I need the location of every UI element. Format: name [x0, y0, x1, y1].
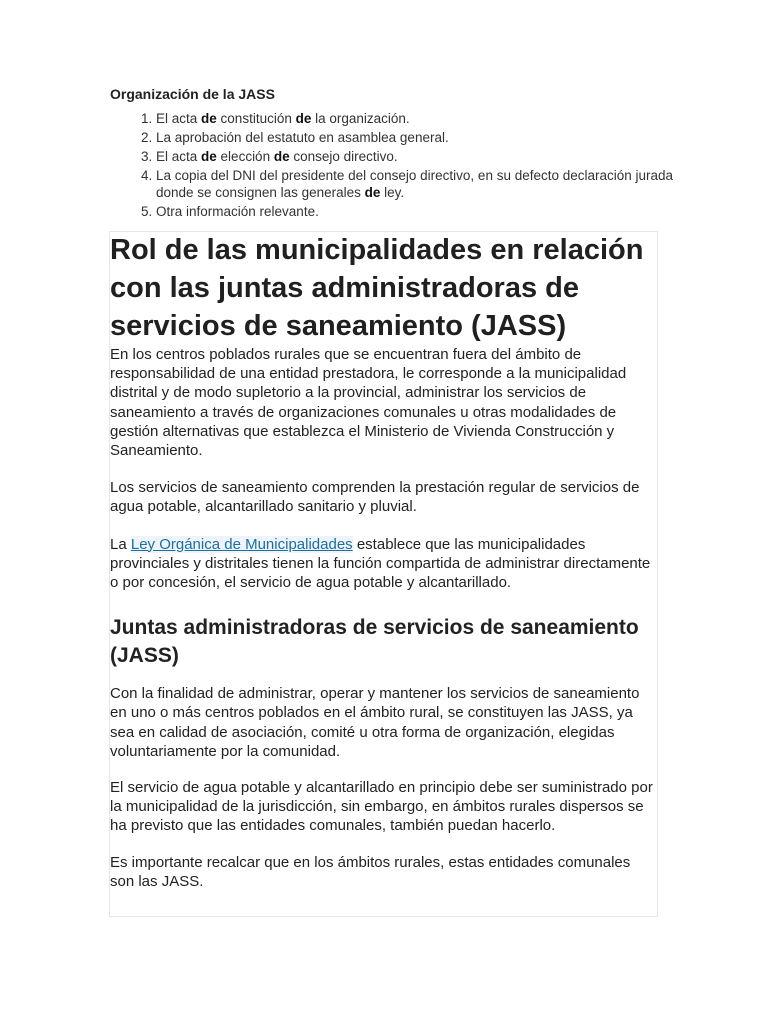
paragraph-2: Los servicios de saneamiento comprenden la prestación regular de servicios de agua potable, alcantarillado sanitario y pluvial. [110, 479, 640, 516]
article-heading: Rol de las municipalidades en relación con las juntas administradoras de servicios de saneamiento (JASS) [110, 234, 644, 342]
requirement-item-5: 5. Otra información relevante. [156, 203, 676, 220]
paragraph-4: Con la finalidad de administrar, operar y mantener los servicios de saneamiento en uno o más centros poblados en el ámbito rural, se constituyen las JASS, ya sea en calidad de asociación, comité u otra forma de organización, elegidas voluntariamente por la comunidad. [110, 685, 640, 760]
requirements-list [110, 110, 676, 222]
requirement-item-3: 3. El acta de elección de consejo directivo. [156, 148, 676, 165]
requirement-item-4: 4. La copia del DNI del presidente del consejo directivo, en su defecto declaración jurada donde se consignen las generales de ley. [156, 167, 676, 201]
article-content [110, 231, 658, 891]
article-subheading: Juntas administradoras de servicios de saneamiento (JASS) [110, 616, 639, 668]
section-title: Organización de la JASS [110, 86, 275, 102]
paragraph-6: Es importante recalcar que en los ámbitos rurales, estas entidades comunales son las JASS. [110, 853, 631, 890]
ley-organica-link[interactable]: Ley Orgánica de Municipalidades [130, 535, 353, 553]
paragraph-5: El servicio de agua potable y alcantarillado en principio debe ser suministrado por la municipalidad de la jurisdicción, sin embargo, en ámbitos rurales dispersos se ha previsto que las entidades comunales, también puedan hacerlo. [110, 779, 653, 835]
requirement-item-2: 2. La aprobación del estatuto en asamblea general. [156, 129, 676, 146]
paragraph-1: En los centros poblados rurales que se encuentran fuera del ámbito de responsabilidad de una entidad prestadora, le corresponde a la municipalidad distrital y de modo supletorio a la provincial, administrar los servicios de saneamiento a través de organizaciones comunales u otras modalidades de gestión alternativas que establezca el Ministerio de Vivienda Construcción y Saneamiento. [110, 346, 627, 460]
paragraph-3: La Ley Orgánica de Municipalidades establece que las municipalidades provinciales y distritales tienen la función compartida de administrar directamente o por concesión, el servicio de agua potable y alcantarillado. [110, 535, 651, 592]
requirement-item-1: 1. El acta de constitución de la organización. [156, 110, 676, 127]
